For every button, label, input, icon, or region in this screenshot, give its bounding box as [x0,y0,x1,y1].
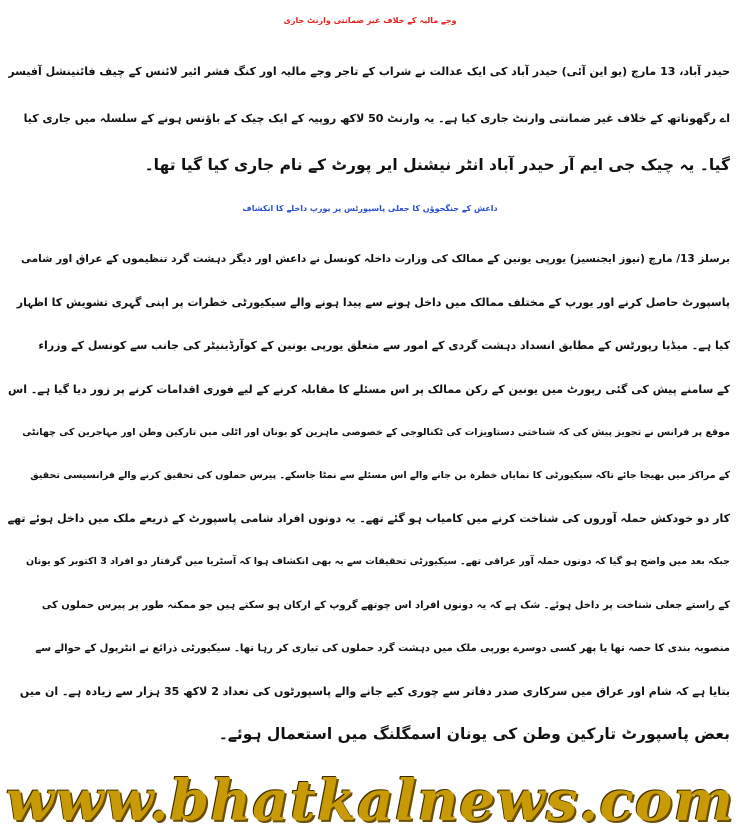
article-line: موقع پر فرانس نے تجویز پیش کی کہ شناختی دستاویزات کی ٹکنالوجی کے خصوصی ماہرین کو یونان اور اٹلی میں تارکین وطن اور مہاجرین کی چھانٹی [22,426,730,438]
article-line: حیدر آباد، 13 مارچ (یو این آئی) حیدر آباد کی ایک عدالت نے شراب کے تاجر وجے مالیہ اور کنگ فشر ائیر لائنس کے چیف فائنینشل آفیسر [8,65,730,78]
article-line: برسلز 13/ مارچ (نیوز ایجنسیز) یورپی یونین کے ممالک کی وزارت داخلہ کونسل نے داعش اور دیگر دہشت گرد تنظیموں کے عراق اور شامی [21,253,730,265]
article-line: بتایا ہے کہ شام اور عراق میں سرکاری صدر دفاتر سے چوری کیے جانے والے پاسپورٹوں کی تعداد 2 لاکھ 35 ہزار سے زیادہ ہے۔ ان میں [19,685,730,699]
headline-isis-passports: داعش کے جنگجوؤں کا جعلی پاسپورٹس پر یورپ داخلے کا انکشاف [242,204,498,213]
article-line: کے مراکز میں بھیجا جائے تاکہ سیکیورٹی کا نمایاں خطرہ بن جانے والے اس مسئلے سے نمٹا جاسکے۔ پیرس حملوں کی تحقیق کرنے والے فرانسیسی تحقیق [30,470,730,482]
article-line: بعض پاسپورٹ تارکین وطن کی یونان اسمگلنگ میں استعمال ہوئے۔ [218,725,730,744]
article-body-mallya [8,48,730,189]
article-line: جبکہ بعد میں واضح ہو گیا کہ دونوں حملہ آور عراقی تھے۔ سیکیورٹی تحقیقات سے یہ بھی انکشاف ہوا کہ آسٹریا میں گرفتار دو افراد 3 اکتوبر کو یونان [25,556,730,568]
article-line: اے رگھوناتھ کے خلاف غیر ضمانتی وارنٹ جاری کیا ہے۔ یہ وارنٹ 50 لاکھ روپیہ کے ایک چیک کے باؤنس ہونے کے سلسلہ میں جاری کیا [23,112,730,125]
site-watermark [0,768,740,834]
article-line: پاسپورٹ حاصل کرنے اور یورپ کے مختلف ممالک میں داخل ہونے سے پیدا ہونے والے سیکیورٹی خطرات پر اپنی گہری تشویش کا اظہار [16,296,730,310]
watermark-text: www.bhatkalnews.com [5,768,735,834]
article-body-isis [8,238,730,756]
article-line: کے سامنے پیش کی گئی رپورٹ میں یونین کے رکن ممالک پر اس مسئلے کا مقابلہ کرنے کے لیے فوری اقدامات کرنے پر زور دیا گیا ہے۔ اس [8,382,730,396]
article-line: منصوبہ بندی کا حصہ تھا یا پھر کسی دوسرے یورپی ملک میں دہشت گرد حملوں کی تیاری کر رہا تھا۔ سیکیورٹی ذرائع نے انٹرپول کے حوالے سے [35,642,730,654]
headline-vijay-mallya: وجے مالیہ کے خلاف غیر ضمانتی وارنٹ جاری [283,16,457,25]
article-line: گیا۔ یہ چیک جی ایم آر حیدر آباد انٹر نیشنل ایر پورٹ کے نام جاری کیا گیا تھا۔ [144,156,730,174]
article-line: کے راستے جعلی شناخت پر داخل ہوئے۔ شک ہے کہ یہ دونوں افراد اس چوتھے گروپ کے ارکان ہو سکتے ہیں جو ممکنہ طور پر پیرس حملوں کی [41,599,730,611]
article-line: کیا ہے۔ میڈیا رپورٹس کے مطابق انسداد دہشت گردی کے امور سے متعلق یورپی یونین کے کوآرڈینیٹر کی جانب سے کونسل کے وزراء [38,339,730,353]
article-line: کار دو خودکش حملہ آوروں کی شناخت کرنے میں کامیاب ہو گئے تھے۔ یہ دونوں افراد شامی پاسپورٹ کے ذریعے ملک میں داخل ہوئے تھے [8,512,730,526]
